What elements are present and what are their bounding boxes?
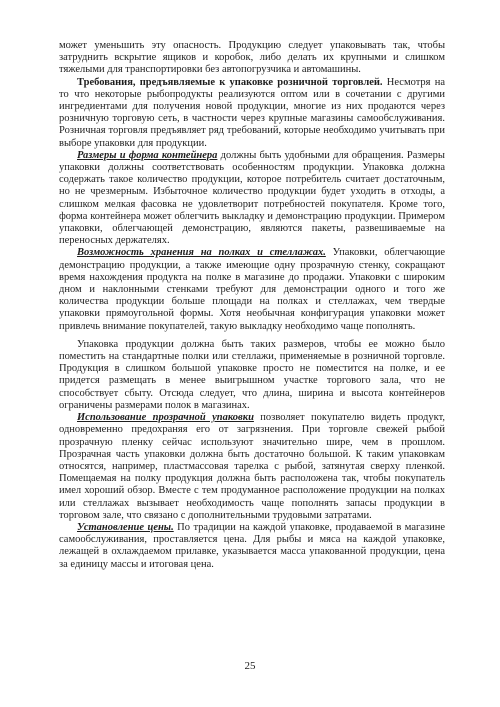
paragraph-intro (59, 40, 445, 77)
section-heading-transparent: Использование прозрачной упаковки (77, 412, 254, 424)
page-number: 25 (244, 660, 256, 672)
paragraph-shelf-storage (59, 247, 445, 332)
paragraph-pricing (59, 522, 445, 571)
paragraph-text: Несмотря на то что некоторые рыбопродукты реализуются оптом или в сочетании с другими ингредиентами для получения новой продукции, многие из них продаются через розничную торговую сеть, в частности через крупные магазины самообслуживания. Розничная торговля предъявляет ряд требований, которые необходимо учитывать при выборе упаковки для продукции. (59, 76, 445, 149)
paragraph-container-size (59, 150, 445, 248)
paragraph-transparent-packaging (59, 412, 445, 522)
paragraph-text: может уменьшить эту опасность. Продукцию следует упаковывать так, чтобы затруднить вскрытие ящиков и коробок, либо делать их крупными и слишком тяжелыми для транспортировки без автопогрузчика и автомашины. (59, 40, 445, 76)
paragraph-text: Упаковки, облегчающие демонстрацию продукции, а также имеющие одну прозрачную стенку, сокращают время нахождения продукта на полке в магазине до продажи. Упаковки с широким дном и наклонными стенками требуют для демонстрации одного и того же количества продукции больше площади на полках и стеллажах, чем твердые упаковки прямоугольной формы. Хотя необычная конфигурация упаковки может привлечь внимание покупателей, такую выкладку необходимо чаще пополнять. (59, 247, 445, 332)
paragraph-text: По традиции на каждой упаковке, продаваемой в магазине самообслуживания, проставляется цена. Для рыбы и мяса на каждой упаковке, лежащей в охлаждаемом прилавке, указывается масса упакованной продукции, цена за единицу массы и итоговая цена. (59, 521, 445, 570)
section-heading-shelf: Возможность хранения на полках и стеллажах. (77, 247, 326, 259)
paragraph-text: позволяет покупателю видеть продукт, одновременно предохраняя его от загрязнения. При торговле свежей рыбой прозрачную пленку сейчас используют значительно шире, чем в прошлом. Прозрачная часть упаковки должна быть достаточно большой. К таким упаковкам относятся, например, пластмассовая тарелка с рыбой, затянутая сверху пленкой. Помещаемая на полку продукция должна быть расположена так, чтобы покупатель имел хороший обзор. Вместе с тем продуманное расположение продукции на полках или стеллажах вызывает необходимость чаще пополнять запасы продукции в торговом зале, что связано с дополнительными трудовыми затратами. (59, 412, 445, 521)
paragraph-text: Упаковка продукции должна быть таких размеров, чтобы ее можно было поместить на стандартные полки или стеллажи, применяемые в розничной торговле. Продукция в слишком большой упаковке просто не поместится на полке, и ее придется размещать в менее выигрышном участке торгового зала, что не способствует сбыту. Отсюда следует, что длина, ширина и высота контейнеров ограничены размерами полок в магазинах. (59, 338, 445, 411)
paragraph-text: должны быть удобными для обращения. Размеры упаковки должны соответствовать особенностям продукции. Упаковка должна содержать такое количество продукции, которое потребитель считает достаточным, но не чрезмерным. Избыточное количество продукции будет уходить в отходы, а слишком мелкая фасовка не удовлетворит потребностей покупателя. Кроме того, форма контейнера может облегчить выкладку и демонстрацию продукции. Примером упаковки, облегчающей демонстрацию, являются пакеты, развешиваемые на переносных держателях. (59, 149, 445, 247)
paragraph-retail-requirements (59, 77, 445, 150)
page-body (59, 40, 445, 571)
paragraph-package-dimensions (59, 339, 445, 412)
section-heading-size: Размеры и форма контейнера (77, 149, 218, 161)
section-heading-retail: Требования, предъявляемые к упаковке розничной торговлей. (77, 76, 383, 88)
section-heading-pricing: Установление цены. (77, 521, 174, 533)
